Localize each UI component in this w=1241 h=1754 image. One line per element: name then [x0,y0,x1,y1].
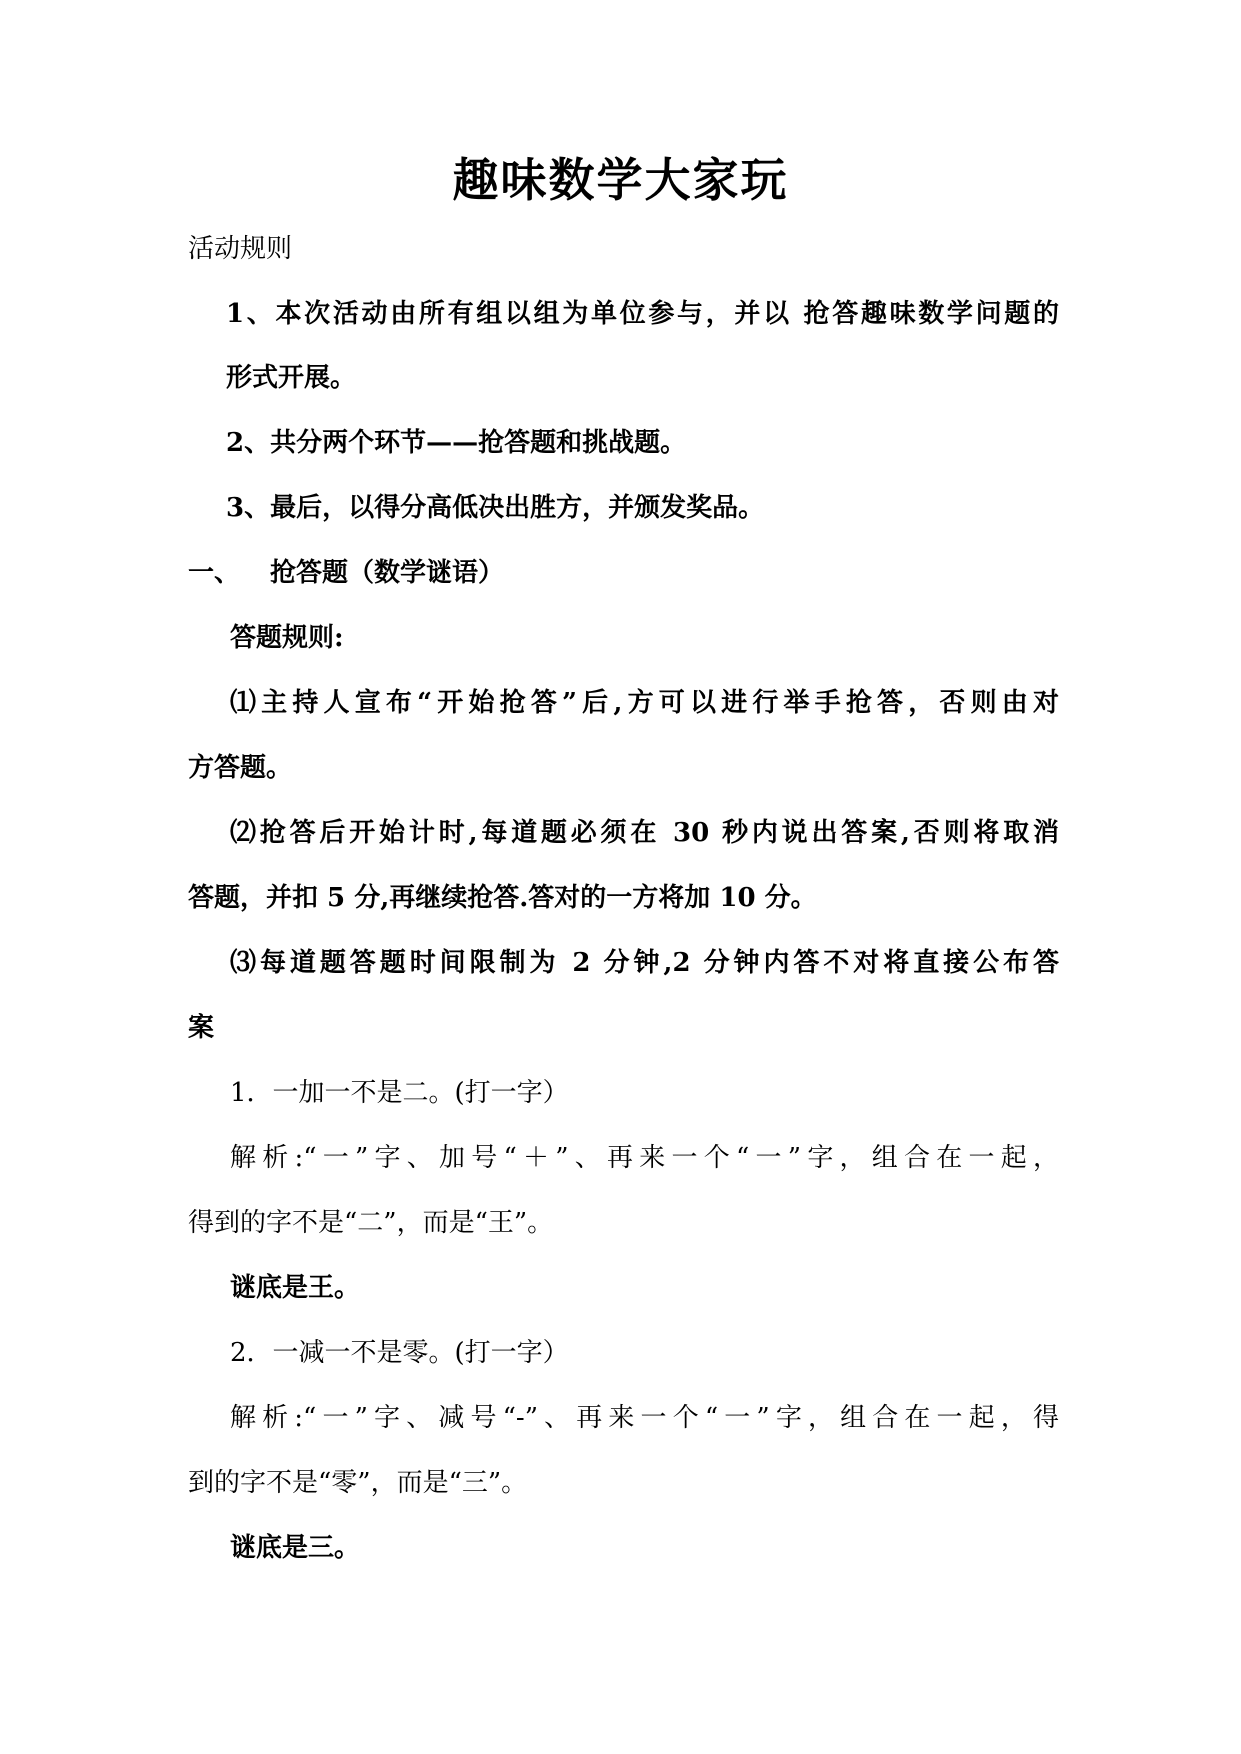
answer-rules-label: 答题规则: [230,623,344,653]
riddle-1-answer: 谜底是王。 [230,1273,361,1303]
answer-rule-1-line-2: 方答题。 [188,753,293,783]
rules-heading: 活动规则 [188,234,293,264]
rule-item-1-line-1: 1、本次活动由所有组以组为单位参与，并以 抢答趣味数学问题的 [226,299,1059,329]
riddle-2-answer: 谜底是三。 [230,1533,361,1563]
page-title: 趣味数学大家玩 [452,153,789,207]
section-1-number: 一、 [188,558,241,588]
answer-rule-1-line-1: ⑴主持人宣布“开始抢答”后,方可以进行举手抢答，否则由对 [230,688,1059,718]
answer-rule-2-line-1: ⑵抢答后开始计时,每道题必须在 30 秒内说出答案,否则将取消 [230,818,1059,848]
riddle-2-analysis-line-1: 解析:“一”字、减号“-”、再来一个“一”字，组合在一起，得 [230,1403,1059,1433]
answer-rule-3-line-2: 案 [188,1013,215,1043]
rule-item-1-line-2: 形式开展。 [226,363,357,393]
section-1-heading [188,556,504,590]
rule-item-2: 2、共分两个环节——抢答题和挑战题。 [226,428,687,458]
riddle-2-question: 2．一减一不是零。(打一字） [230,1338,569,1368]
riddle-1-analysis-line-2: 得到的字不是“二”，而是“王”。 [188,1208,554,1238]
riddle-1-analysis-line-1: 解析:“一”字、加号“＋”、再来一个“一”字，组合在一起， [230,1143,1059,1173]
rule-item-3: 3、最后，以得分高低决出胜方，并颁发奖品。 [226,493,765,523]
riddle-1-question: 1．一加一不是二。(打一字） [230,1078,569,1108]
answer-rule-2-line-2: 答题，并扣 5 分,再继续抢答.答对的一方将加 10 分。 [188,883,817,913]
section-1-title: 抢答题（数学谜语） [270,558,505,588]
riddle-2-analysis-line-2: 到的字不是“零”，而是“三”。 [188,1468,528,1498]
answer-rule-3-line-1: ⑶每道题答题时间限制为 2 分钟,2 分钟内答不对将直接公布答 [230,948,1059,978]
